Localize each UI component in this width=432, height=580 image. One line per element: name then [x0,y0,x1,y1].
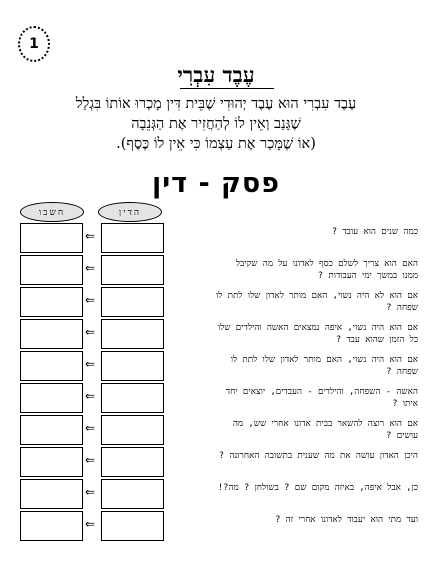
column-header-law-label: הדין [118,207,142,218]
page-title: עֶבֶד עִבְרִי [177,62,255,87]
law-answer-box[interactable] [101,255,164,285]
left-arrow-icon: ⇐ [85,517,96,531]
question-text: האם הוא צריך לשלם כסף לאדונו על מה שקיבל ממנו במשך ימי העבודות ? [235,259,418,281]
law-answer-box[interactable] [101,479,164,509]
question-row [0,415,432,447]
question-text: האשה - השפחה, והילדים - העבדים, יוצאים יחד איתו ? [225,387,418,409]
column-header-think-label: חשבו [38,207,66,218]
left-arrow-icon: ⇐ [85,261,96,275]
page-number-badge [18,26,50,62]
law-answer-box[interactable] [101,223,164,253]
think-answer-box[interactable] [20,383,83,413]
question-row [0,383,432,415]
question-row [0,223,432,255]
law-answer-box[interactable] [101,319,164,349]
think-answer-box[interactable] [20,255,83,285]
left-arrow-icon: ⇐ [85,229,96,243]
question-text: אם הוא לא היה נשוי, האם מותר לאדון שלו לתת לו שפחה ? [216,291,418,313]
question-text: היכן האדון עושה את מה שענית בתשובה האחרונה ? [218,451,418,461]
question-row [0,511,432,543]
law-answer-box[interactable] [101,415,164,445]
question-text: כמה שנים הוא עובד ? [331,227,418,237]
question-row [0,447,432,479]
question-text: כן, אבל איפה, באיזה מקום שם ? בשולחן ? מה?! [217,483,418,493]
intro-line: (אוֹ שֶׁמָּכַר אֶת עַצְמוֹ כִּי אֵין לוֹ כֶּסֶף). [116,136,316,152]
think-answer-box[interactable] [20,319,83,349]
think-answer-box[interactable] [20,447,83,477]
column-header-think [20,202,84,222]
think-answer-box[interactable] [20,287,83,317]
law-answer-box[interactable] [101,351,164,381]
intro-line: עֶבֶד עִבְרִי הוּא עֶבֶד יְהוּדִי שֶׁבֵּית דִּין מָכְרוּ אוֹתוֹ בִּגְלַל [75,96,357,112]
intro-line: שֶׁגָּנַב וְאֵין לוֹ לְהַחֲזִיר אֶת הַגְּנֵבָה [131,116,301,132]
title-underline [180,88,274,89]
law-answer-box[interactable] [101,447,164,477]
think-answer-box[interactable] [20,511,83,541]
law-answer-box[interactable] [101,287,164,317]
left-arrow-icon: ⇐ [85,325,96,339]
question-row [0,255,432,287]
left-arrow-icon: ⇐ [85,293,96,307]
question-text: אם הוא היה נשוי, האם מותר לאדון שלו לתת לו שפחה ? [230,355,418,377]
think-answer-box[interactable] [20,223,83,253]
think-answer-box[interactable] [20,351,83,381]
question-table [0,223,432,543]
left-arrow-icon: ⇐ [85,389,96,403]
question-row [0,351,432,383]
left-arrow-icon: ⇐ [85,485,96,499]
section-heading: פסק - דין [151,168,281,199]
question-text: אם הוא רוצה להשאר בבית אדונו אחרי שש, מה עושים ? [232,419,418,441]
question-text: אם הוא היה נשוי, איפה נמצאים האשה והילדים שלו כל הזמן שהוא עבד ? [217,323,418,345]
question-row [0,319,432,351]
question-row [0,287,432,319]
intro-paragraph [60,94,372,154]
law-answer-box[interactable] [101,383,164,413]
question-row [0,479,432,511]
left-arrow-icon: ⇐ [85,453,96,467]
column-header-law [98,202,162,222]
left-arrow-icon: ⇐ [85,357,96,371]
think-answer-box[interactable] [20,415,83,445]
law-answer-box[interactable] [101,511,164,541]
left-arrow-icon: ⇐ [85,421,96,435]
page-number: 1 [29,36,39,52]
think-answer-box[interactable] [20,479,83,509]
question-text: ועד מתי הוא יעבוד לאדונו אחרי זה ? [275,515,418,525]
